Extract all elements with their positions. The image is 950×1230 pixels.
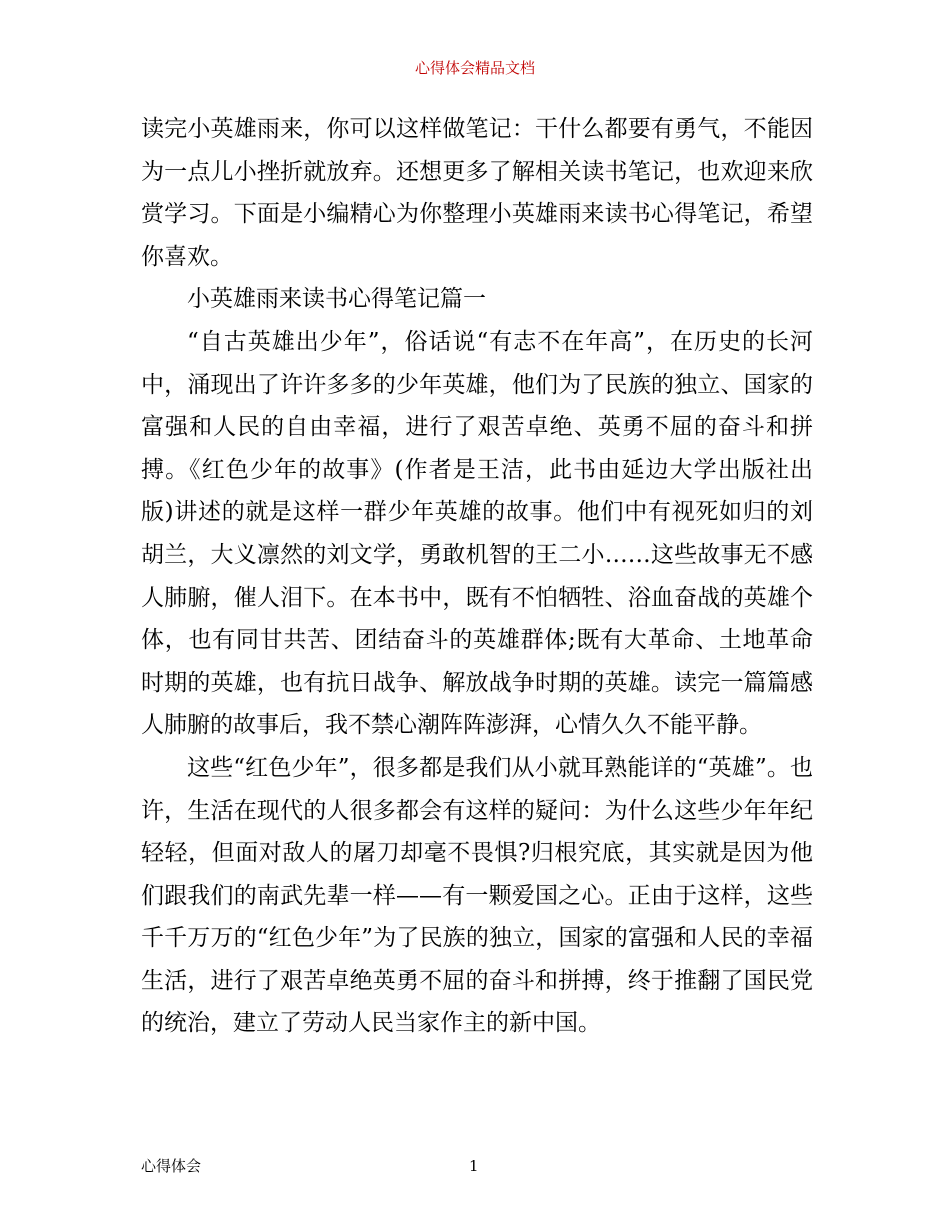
page-number: 1 bbox=[469, 1157, 479, 1175]
section-heading: 小英雄雨来读书心得笔记篇一 bbox=[187, 286, 486, 313]
page-header-title: 心得体会精品文档 bbox=[414, 59, 535, 77]
body-paragraph-2: 这些“红色少年”，很多都是我们从小就耳熟能详的“英雄”。也许，生活在现代的人很多都会有这样的疑问：为什么这些少年年纪轻轻，但面对敌人的屠刀却毫不畏惧?归根究底，其实就是因为他们跟我们的南武先辈一样——有一颗爱国之心。正由于这样，这些千千万万的“红色少年”为了民族的独立，国家的富强和人民的幸福生活，进行了艰苦卓绝英勇不屈的奋斗和拼搏，终于推翻了国民党的统治，建立了劳动人民当家作主的新中国。 bbox=[141, 754, 813, 1037]
body-paragraph-1: “自古英雄出少年”，俗话说“有志不在年高”，在历史的长河中，涌现出了许许多多的少年英雄，他们为了民族的独立、国家的富强和人民的自由幸福，进行了艰苦卓绝、英勇不屈的奋斗和拼搏。《红色少年的故事》(作者是王洁，此书由延边大学出版社出版)讲述的就是这样一群少年英雄的故事。他们中有视死如归的刘胡兰，大义凛然的刘文学，勇敢机智的王二小……这些故事无不感人肺腑，催人泪下。在本书中，既有不怕牺牲、浴血奋战的英雄个体，也有同甘共苦、团结奋斗的英雄群体;既有大革命、土地革命时期的英雄，也有抗日战争、解放战争时期的英雄。读完一篇篇感人肺腑的故事后，我不禁心潮阵阵澎湃，心情久久不能平静。 bbox=[141, 328, 813, 739]
page-footer-label: 心得体会 bbox=[141, 1157, 202, 1175]
intro-paragraph: 读完小英雄雨来，你可以这样做笔记：干什么都要有勇气，不能因为一点儿小挫折就放弃。还想更多了解相关读书笔记，也欢迎来欣赏学习。下面是小编精心为你整理小英雄雨来读书心得笔记，希望你喜欢。 bbox=[141, 116, 813, 270]
document-body bbox=[141, 108, 813, 1045]
